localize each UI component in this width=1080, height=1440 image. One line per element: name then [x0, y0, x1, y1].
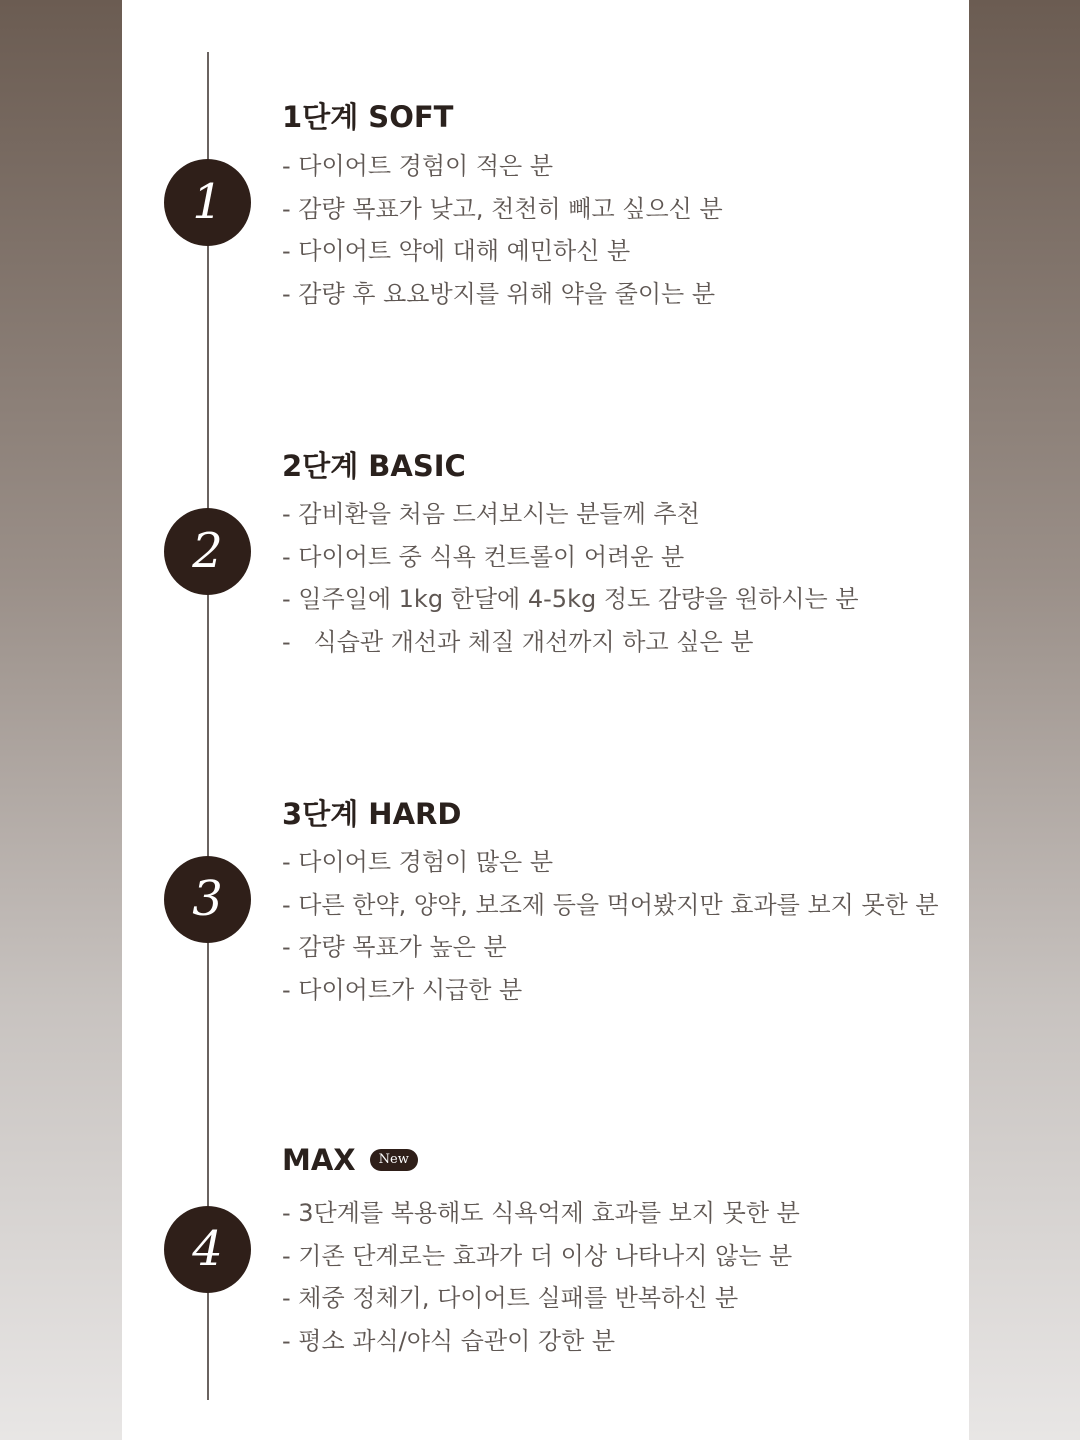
step-item: - 감량 목표가 낮고, 천천히 빼고 싶으신 분: [282, 194, 723, 223]
timeline-line: [207, 52, 209, 1400]
step-title-text: 1단계 SOFT: [282, 100, 454, 134]
step-item-list: [282, 493, 859, 663]
step-item-list: [282, 145, 723, 315]
step-item: - 기존 단계로는 효과가 더 이상 나타나지 않는 분: [282, 1241, 793, 1270]
step-item: - 일주일에 1kg 한달에 4-5kg 정도 감량을 원하시는 분: [282, 585, 859, 613]
step-title: [282, 95, 453, 136]
step-number-badge: 2: [164, 508, 251, 595]
step-item: - 다이어트 약에 대해 예민하신 분: [282, 237, 631, 265]
step-number-badge: 3: [164, 856, 251, 943]
step-item: - 다이어트 경험이 적은 분: [282, 152, 554, 180]
step-item: - 감량 후 요요방지를 위해 약을 줄이는 분: [282, 279, 716, 308]
step-item: - 3단계를 복용해도 식욕억제 효과를 보지 못한 분: [282, 1199, 800, 1227]
step-item: - 다이어트 중 식욕 컨트롤이 어려운 분: [282, 542, 685, 571]
step-item: - 다른 한약, 양약, 보조제 등을 먹어봤지만 효과를 보지 못한 분: [282, 890, 939, 919]
step-item: - 다이어트 경험이 많은 분: [282, 848, 554, 876]
step-title-text: MAX: [282, 1143, 356, 1177]
step-item: - 평소 과식/야식 습관이 강한 분: [282, 1326, 616, 1355]
step-item: - 감량 목표가 높은 분: [282, 933, 507, 961]
step-item: - 다이어트가 시급한 분: [282, 975, 523, 1004]
step-item-list: [282, 1192, 800, 1362]
step-item-list: [282, 841, 939, 1011]
step-number-badge: 4: [164, 1206, 251, 1293]
step-title-text: 2단계 BASIC: [282, 449, 466, 483]
step-number-badge: 1: [164, 159, 251, 246]
step-title: [282, 792, 461, 833]
step-item: - 식습관 개선과 체질 개선까지 하고 싶은 분: [282, 627, 754, 656]
new-badge: New: [370, 1149, 418, 1171]
step-title: [282, 1143, 418, 1177]
step-item: - 체중 정체기, 다이어트 실패를 반복하신 분: [282, 1284, 739, 1312]
step-title: [282, 444, 466, 485]
step-item: - 감비환을 처음 드셔보시는 분들께 추천: [282, 500, 700, 528]
step-title-text: 3단계 HARD: [282, 797, 462, 831]
